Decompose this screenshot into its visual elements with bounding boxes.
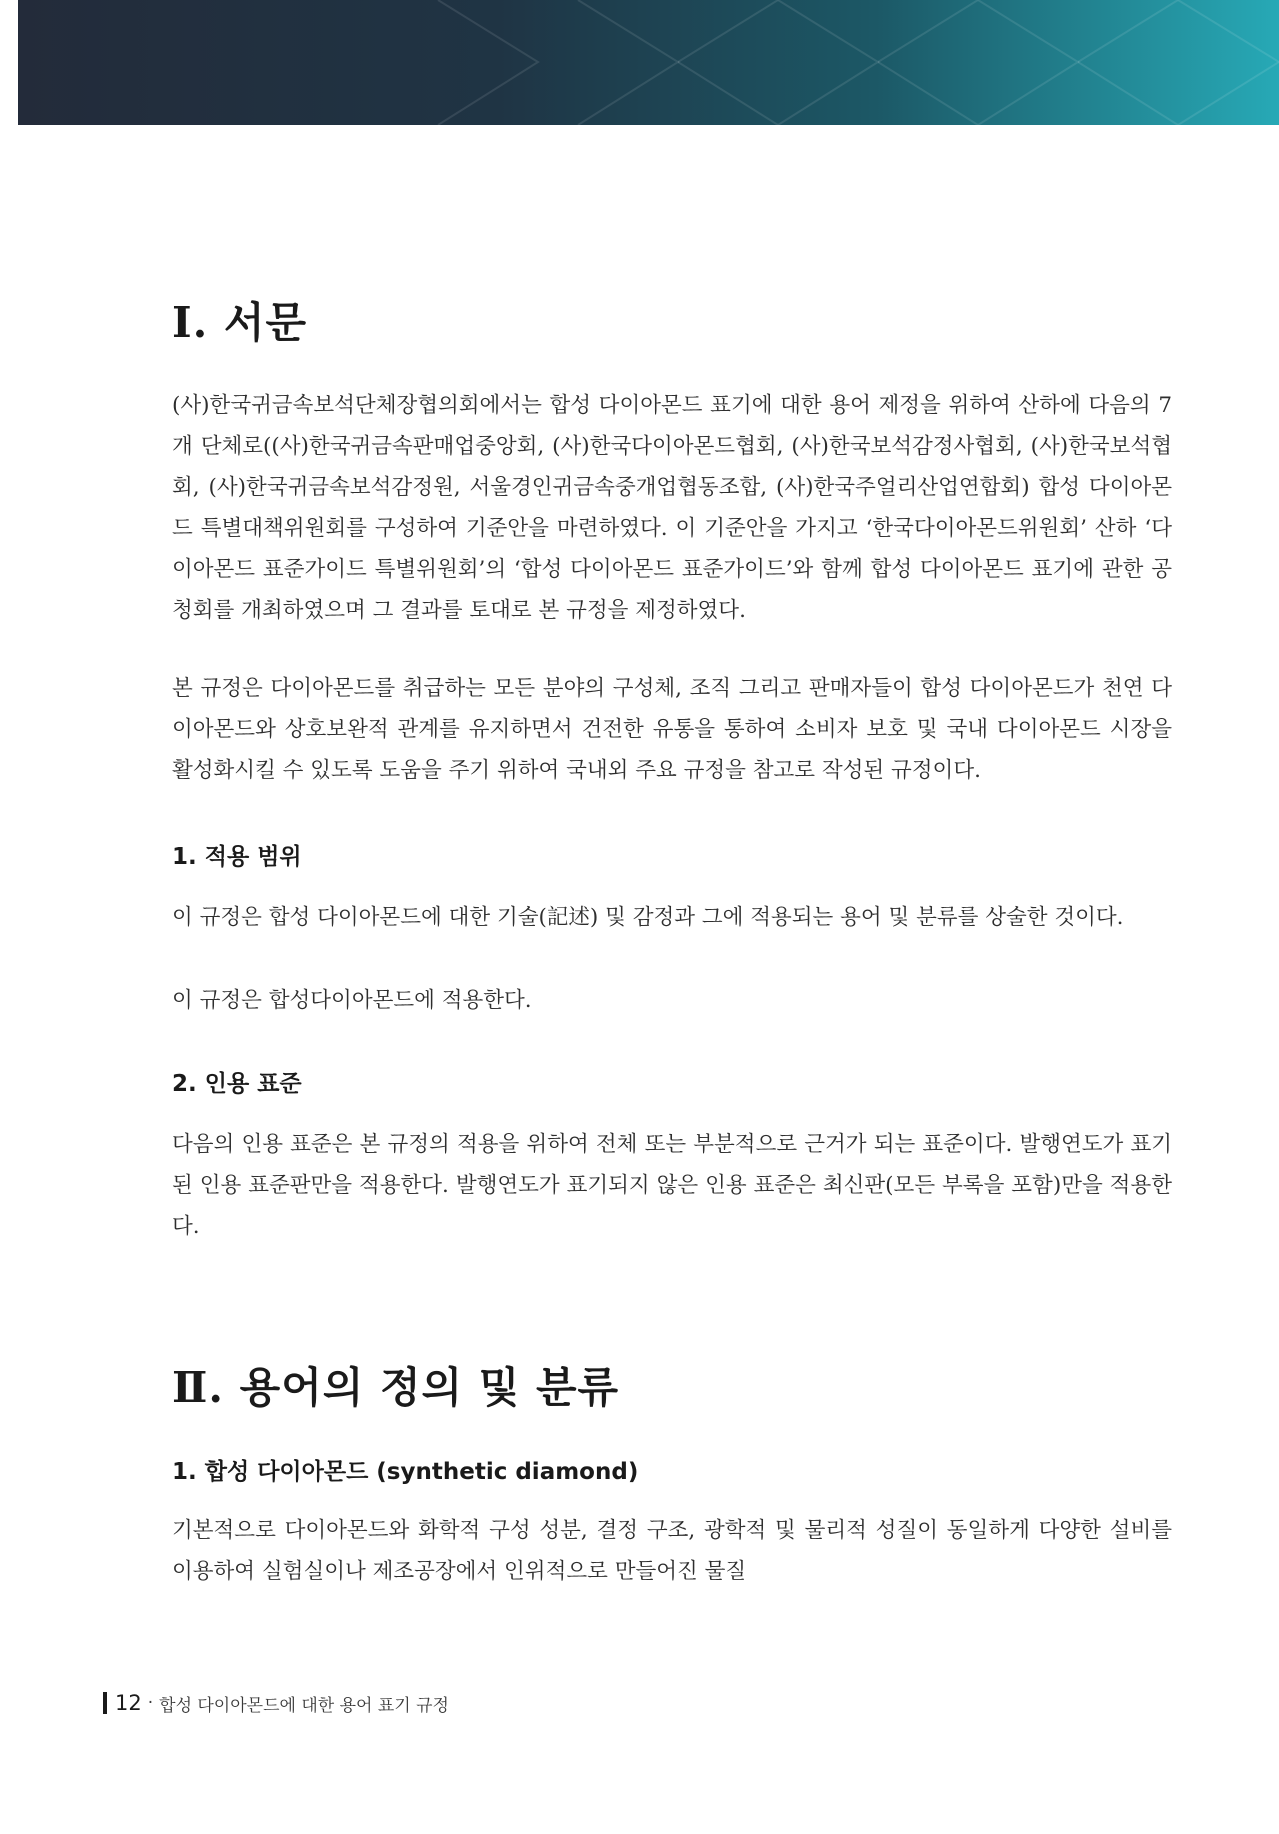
subsection-synthetic-heading: 1. 합성 다이아몬드 (synthetic diamond): [172, 1459, 639, 1485]
subsection-scope-paragraph-1: 이 규정은 합성 다이아몬드에 대한 기술(記述) 및 감정과 그에 적용되는 용어 및 분류를 상술한 것이다.: [172, 905, 1124, 930]
section-2-title: Ⅱ. 용어의 정의 및 분류: [172, 1363, 620, 1412]
footer-bar: [103, 1692, 107, 1714]
footer-separator: ·: [147, 1693, 154, 1713]
subsection-scope-heading: 1. 적용 범위: [172, 844, 302, 870]
section-1-title: Ⅰ. 서문: [172, 298, 308, 347]
subsection-reference-heading: 2. 인용 표준: [172, 1071, 302, 1097]
footer-title: 합성 다이아몬드에 대한 용어 표기 규정: [159, 1695, 449, 1716]
page-footer: [103, 1690, 449, 1716]
banner-pattern: [18, 0, 1279, 125]
section-1-paragraph-1: (사)한국귀금속보석단체장협의회에서는 합성 다이아몬드 표기에 대한 용어 제정을 위하여 산하에 다음의 7개 단체로((사)한국귀금속판매업중앙회, (사)한국다이아몬드협회, (사)한국보석감정사협회, (사)한국보석협회, (사)한국귀금속보석감정원, 서울경인귀금속중개업협동조합, (사)한국주얼리산업연합회) 합성 다이아몬드 특별대책위원회를 구성하여 기준안을 마련하였다. 이 기준안을 가지고 ‘한국다이아몬드위원회’ 산하 ‘다이아몬드 표준가이드 특별위원회’의 ‘합성 다이아몬드 표준가이드’와 함께 합성 다이아몬드 표기에 관한 공청회를 개최하였으며 그 결과를 토대로 본 규정을 제정하였다.: [172, 393, 1172, 623]
section-1-paragraph-2: 본 규정은 다이아몬드를 취급하는 모든 분야의 구성체, 조직 그리고 판매자들이 합성 다이아몬드가 천연 다이아몬드와 상호보완적 관계를 유지하면서 건전한 유통을 통하여 소비자 보호 및 국내 다이아몬드 시장을 활성화시킬 수 있도록 도움을 주기 위하여 국내외 주요 규정을 참고로 작성된 규정이다.: [172, 676, 1172, 783]
subsection-reference-paragraph: 다음의 인용 표준은 본 규정의 적용을 위하여 전체 또는 부분적으로 근거가 되는 표준이다. 발행연도가 표기된 인용 표준판만을 적용한다. 발행연도가 표기되지 않은 인용 표준은 최신판(모든 부록을 포함)만을 적용한다.: [172, 1132, 1172, 1239]
subsection-scope-paragraph-2: 이 규정은 합성다이아몬드에 적용한다.: [172, 988, 532, 1013]
page-number: 12: [115, 1691, 142, 1715]
header-banner: [18, 0, 1279, 125]
subsection-synthetic-paragraph: 기본적으로 다이아몬드와 화학적 구성 성분, 결정 구조, 광학적 및 물리적 성질이 동일하게 다양한 설비를 이용하여 실험실이나 제조공장에서 인위적으로 만들어진 물질: [172, 1518, 1172, 1584]
